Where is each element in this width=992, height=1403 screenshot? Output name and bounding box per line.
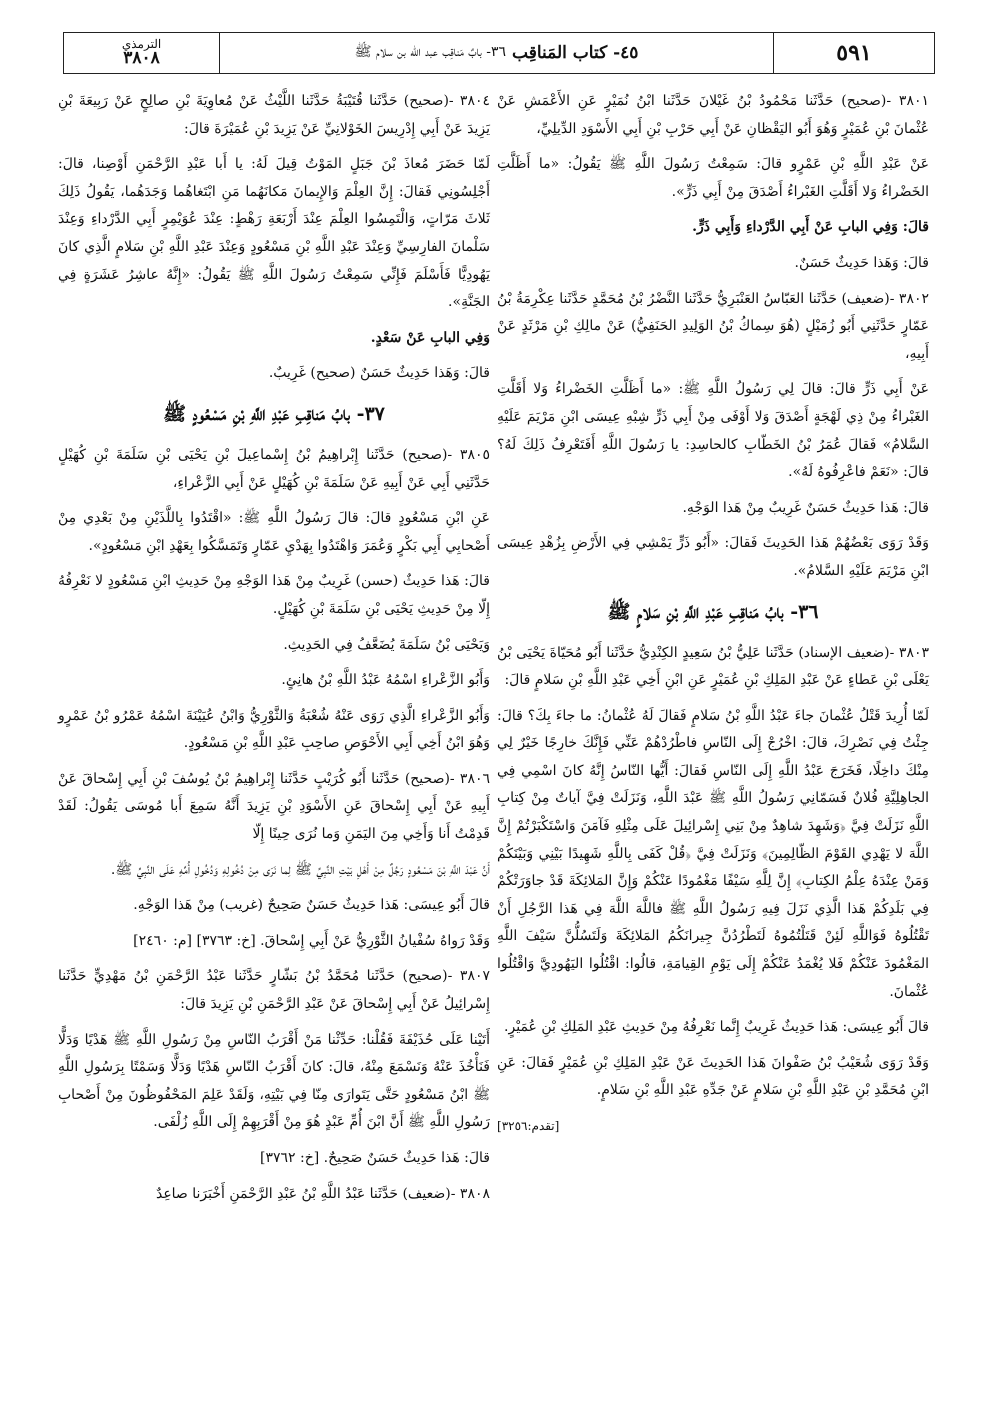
header-book: ٤٥- كتاب المَناقِب — [512, 43, 639, 63]
hadith-3804-bab-note: وَفِي البابِ عَنْ سَعْدٍ. — [370, 329, 490, 346]
hadith-3801-bab-note: قالَ: وَفِي البابِ عَنْ أَبِي الدَّرْداءِ وَأَبِي ذَرٍّ. — [692, 219, 929, 236]
hadith-3806-matn: أَنَّ عَبْدَ اللَّهِ بْنَ مَسْعُودٍ رَجُلٌ مِنْ أَهْلِ بَيْتِ النَّبِيِّ ﷺ لِما نَرَى مِنْ دُخُولِهِ وَدُخُولِ أُمِّهِ عَلَى النَّبِيِّ ﷺ. — [110, 861, 490, 878]
hadith-3805-grade: قالَ: هَذا حَدِيثٌ (حسن) غَرِيبٌ مِنْ هَذا الوَجْهِ مِنْ حَدِيثِ ابْنِ مَسْعُودٍ لا نَعْرِفُهُ إِلّا مِنْ حَدِيثِ يَحْيَى بْنِ سَلَمَةَ بْنِ كُهَيْلٍ. — [58, 573, 491, 617]
hadith-3803-isnad: ٣٨٠٣ -(ضعيف الإسناد) حَدَّثَنا عَلِيُّ بْنُ سَعِيدٍ الكِنْدِيُّ حَدَّثَنا أَبُو مُحَيّاةَ يَحْيَى بْنُ يَعْلَى بْنِ عَطاءٍ عَنْ عَبْدِ المَلِكِ بْنِ عُمَيْرٍ عَنِ ابْنِ أَخِي عَبْدِ اللَّهِ بْنِ سَلامٍ قالَ: — [497, 644, 929, 689]
hadith-3803-note: وَقَدْ رَوَى شُعَيْبُ بْنُ صَفْوانَ هَذا الحَدِيثَ عَنْ عَبْدِ المَلِكِ بْنِ عُمَيْرٍ فَقالَ: عَنِ ابْنِ مُحَمَّدِ بْنِ عَبْدِ اللَّهِ بْنِ سَلامٍ عَنْ جَدِّهِ عَبْدِ اللَّهِ بْنِ سَلامٍ. — [497, 1054, 929, 1099]
cross-reference: [تقدم:٣٢٥٦] — [497, 1119, 560, 1133]
hadith-3804-grade: قالَ: وَهَذا حَدِيثٌ حَسَنٌ (صحيح) غَرِيبٌ. — [268, 365, 490, 382]
header-ref-range: ٣٨٠٨ — [123, 48, 160, 69]
hadith-3802-isnad: ٣٨٠٢ -(ضعيف) حَدَّثَنا العَبّاسُ العَنْبَرِيُّ حَدَّثَنا النَّضْرُ بْنُ مُحَمَّدٍ حَدَّثَنا عِكْرِمَةُ بْنُ عَمّارٍ حَدَّثَنِي أَبُو زُمَيْلٍ (هُوَ سِماكُ بْنُ الوَلِيدِ الحَنَفِيُّ) عَنْ مالِكِ بْنِ مَرْثَدٍ عَنْ أَبِيهِ، — [497, 290, 929, 362]
hadith-3801-isnad: ٣٨٠١ -(صحيح) حَدَّثَنا مَحْمُودُ بْنُ غَيْلانَ حَدَّثَنا ابْنُ نُمَيْرٍ عَنِ الأَعْمَشِ عَنْ عُثْمانَ بْنِ عُمَيْرٍ وَهُوَ أَبُو اليَقْظانِ عَنْ أَبِي حَرْبِ بْنِ أَبِي الأَسْوَدِ الدِّيلِيِّ، — [497, 93, 929, 137]
hadith-3803-grade: قالَ أَبُو عِيسَى: هَذا حَدِيثٌ غَرِيبٌ إِنَّما نَعْرِفُهُ مِنْ حَدِيثِ عَبْدِ المَلِكِ بْنِ عُمَيْرٍ. — [504, 1019, 929, 1036]
hadith-3805-matn: عَنِ ابْنِ مَسْعُودٍ قالَ: قالَ رَسُولُ اللَّهِ ﷺ: «اقْتَدُوا بِاللَّذَيْنِ مِنْ بَعْدِي مِنْ أَصْحابِي أَبِي بَكْرٍ وَعُمَرَ وَاهْتَدُوا بِهَدْيِ عَمّارٍ وَتَمَسَّكُوا بِعَهْدِ ابْنِ مَسْعُودٍ». — [58, 510, 490, 554]
hadith-3808-isnad: ٣٨٠٨ -(ضعيف) حَدَّثَنا عَبْدُ اللَّهِ بْنُ عَبْدِ الرَّحْمَنِ أَخْبَرَنا صاعِدٌ — [155, 1185, 490, 1202]
hadith-3807-isnad: ٣٨٠٧ -(صحيح) حَدَّثَنا مُحَمَّدُ بْنُ بَشّارٍ حَدَّثَنا عَبْدُ الرَّحْمَنِ بْنُ مَهْدِيٍّ حَدَّثَنا إِسْرائِيلُ عَنْ أَبِي إِسْحاقَ عَنْ عَبْدِ الرَّحْمَنِ بْنِ يَزِيدَ قالَ: — [58, 968, 490, 1013]
page-header — [63, 32, 935, 74]
hadith-3801-grade: قالَ: وَهَذا حَدِيثٌ حَسَنٌ. — [794, 254, 929, 271]
hadith-3804-isnad: ٣٨٠٤ -(صحيح) حَدَّثَنا قُتَيْبَةُ حَدَّثَنا اللَّيْثُ عَنْ مُعاوِيَةَ بْنِ صالِحٍ عَنْ رَبِيعَةَ بْنِ يَزِيدَ عَنْ أَبِي إِدْرِيسَ الخَوْلانِيِّ عَنْ يَزِيدَ بْنِ عُمَيْرَةَ قالَ: — [58, 93, 490, 137]
hadith-3804-matn: لَمّا حَضَرَ مُعاذَ بْنَ جَبَلٍ المَوْتُ قِيلَ لَهُ: يا أَبا عَبْدِ الرَّحْمَنِ أَوْصِنا، قالَ: أَجْلِسُونِي فَقالَ: إِنَّ العِلْمَ وَالإِيمانَ مَكانَهُما مَنِ ابْتَغاهُما وَجَدَهُما، يَقُولُ ذَلِكَ ثَلاثَ مَرّاتٍ، وَالْتَمِسُوا العِلْمَ عِنْدَ أَرْبَعَةِ رَهْطٍ: عِنْدَ عُوَيْمِرٍ أَبِي الدَّرْداءِ وَعِنْدَ سَلْمانَ الفارِسِيِّ وَعِنْدَ عَبْدِ اللَّهِ بْنِ مَسْعُودٍ وَعِنْدَ عَبْدِ اللَّهِ بْنِ سَلامٍ الَّذِي كانَ يَهُودِيًّا فَأَسْلَمَ فَإِنِّي سَمِعْتُ رَسُولَ اللَّهِ ﷺ يَقُولُ: «إِنَّهُ عاشِرُ عَشَرَةٍ فِي الجَنَّةِ». — [58, 156, 491, 311]
hadith-3806-note: وَقَدْ رَواهُ سُفْيانُ الثَّوْرِيُّ عَنْ أَبِي إِسْحاقَ. [خ: ٣٧٦٣] [م: ٢٤٦٠] — [133, 932, 490, 949]
hadith-3806-isnad: ٣٨٠٦ -(صحيح) حَدَّثَنا أَبُو كُرَيْبٍ حَدَّثَنا إِبْراهِيمُ بْنُ يُوسُفَ بْنِ أَبِي إِسْحاقَ عَنْ أَبِيهِ عَنْ أَبِي إِسْحاقَ عَنِ الأَسْوَدِ بْنِ يَزِيدَ أَنَّهُ سَمِعَ أَبا مُوسَى يَقُولُ: لَقَدْ قَدِمْتُ أَنا وَأَخِي مِنَ اليَمَنِ وَما نُرَى حِينًا إِلّا — [58, 770, 490, 843]
chapter-heading-37: ٣٧- بابُ مَناقِبِ عَبْدِ اللَّهِ بْنِ مَسْعُودٍ ﷺ — [163, 402, 385, 425]
hadith-3806-grade: قالَ أَبُو عِيسَى: هَذا حَدِيثٌ حَسَنٌ صَحِيحٌ (غريب) مِنْ هَذا الوَجْهِ. — [133, 897, 490, 914]
hadith-3801-matn: عَنْ عَبْدِ اللَّهِ بْنِ عَمْرٍو قالَ: سَمِعْتُ رَسُولَ اللَّهِ ﷺ يَقُولُ: «ما أَظَلَّتِ الخَضْراءُ وَلا أَقَلَّتِ الغَبْراءُ أَصْدَقَ مِنْ أَبِي ذَرٍّ». — [497, 156, 929, 200]
header-chapter: ٣٦- بابٌ مَناقِب عبد الله بن سلام ﷺ — [354, 44, 506, 60]
header-reference-box — [64, 33, 220, 73]
hadith-3802-note: وَقَدْ رَوَى بَعْضُهُمْ هَذا الحَدِيثَ فَقالَ: «أَبُو ذَرٍّ يَمْشِي فِي الأَرْضِ بِزُهْدِ عِيسَى ابْنِ مَرْيَمَ عَلَيْهِ السَّلامُ». — [497, 535, 929, 579]
right-column — [497, 88, 929, 1141]
hadith-3805-note-3: وَأَبُو الزَّعْراءِ الَّذِي رَوَى عَنْهُ شُعْبَةُ وَالثَّوْرِيُّ وَابْنُ عُيَيْنَةَ اسْمُهُ عَمْرُو بْنُ عَمْرٍو وَهُوَ ابْنُ أَخِي أَبِي الأَحْوَصِ صاحِبِ عَبْدِ اللَّهِ بْنِ مَسْعُودٍ. — [58, 707, 490, 752]
chapter-heading-36: ٣٦- بابُ مَناقِبِ عَبْدِ اللَّهِ بْنِ سَلامٍ ﷺ — [607, 600, 819, 623]
hadith-3805-isnad: ٣٨٠٥ -(صحيح) حَدَّثَنا إِبْراهِيمُ بْنُ إِسْماعِيلَ بْنِ يَحْيَى بْنِ سَلَمَةَ بْنِ كُهَيْلٍ حَدَّثَنِي أَبِي عَنْ أَبِيهِ عَنْ سَلَمَةَ بْنِ كُهَيْلٍ عَنْ أَبِي الزَّعْراءِ، — [58, 446, 490, 491]
left-column — [58, 88, 490, 1216]
hadith-3807-matn: أَتَيْنا عَلَى حُذَيْفَةَ فَقُلْنا: حَدِّثْنا مَنْ أَقْرَبُ النّاسِ مِنْ رَسُولِ اللَّهِ ﷺ هَدْيًا وَدَلًّا فَنَأْخُذَ عَنْهُ وَنَسْمَعَ مِنْهُ، قالَ: كانَ أَقْرَبُ النّاسِ هَدْيًا وَدَلًّا وَسَمْتًا بِرَسُولِ اللَّهِ ﷺ ابْنُ مَسْعُودٍ حَتَّى يَتَوارَى مِنّا فِي بَيْتِهِ، وَلَقَدْ عَلِمَ المَحْفُوظُونَ مِنْ أَصْحابِ رَسُولِ اللَّهِ ﷺ أَنَّ ابْنَ أُمِّ عَبْدٍ هُوَ مِنْ أَقْرَبِهِمْ إِلَى اللَّهِ زُلْفَى. — [58, 1031, 490, 1131]
hadith-3802-matn: عَنْ أَبِي ذَرٍّ قالَ: قالَ لِي رَسُولُ اللَّهِ ﷺ: «ما أَظَلَّتِ الخَضْراءُ وَلا أَقَلَّتِ الغَبْراءُ مِنْ ذِي لَهْجَةٍ أَصْدَقَ وَلا أَوْفَى مِنْ أَبِي ذَرٍّ شِبْهِ عِيسَى ابْنِ مَرْيَمَ عَلَيْهِ السَّلامُ» فَقالَ عُمَرُ بْنُ الخَطّابِ كالحاسِدِ: يا رَسُولَ اللَّهِ أَفَتَعْرِفُ ذَلِكَ لَهُ؟ قالَ: «نَعَمْ فاعْرِفُوهُ لَهُ». — [497, 381, 929, 481]
hadith-3807-grade: قالَ: هَذا حَدِيثٌ حَسَنٌ صَحِيحٌ. [خ: ٣٧٦٢] — [259, 1150, 490, 1166]
hadith-3805-note-2: وَأَبُو الزَّعْراءِ اسْمُهُ عَبْدُ اللَّهِ بْنُ هانِئٍ. — [281, 672, 490, 689]
header-title — [220, 33, 774, 73]
hadith-3803-matn: لَمّا أُرِيدَ قَتْلُ عُثْمانَ جاءَ عَبْدُ اللَّهِ بْنُ سَلامٍ فَقالَ لَهُ عُثْمانُ: ما جاءَ بِكَ؟ قالَ: جِئْتُ فِي نَصْرِكَ، قالَ: اخْرُجْ إِلَى النّاسِ فاطْرُدْهُمْ عَنِّي فَإِنَّكَ خارِجًا خَيْرٌ لِي مِنْكَ داخِلًا، فَخَرَجَ عَبْدُ اللَّهِ إِلَى النّاسِ فَقالَ: أَيُّها النّاسُ إِنَّهُ كانَ اسْمِي فِي الجاهِلِيَّةِ فُلانٌ فَسَمّانِي رَسُولُ اللَّهِ ﷺ عَبْدَ اللَّهِ، وَنَزَلَتْ فِيَّ آياتٌ مِنْ كِتابِ اللَّهِ نَزَلَتْ فِيَّ ﴿وَشَهِدَ شاهِدٌ مِنْ بَنِي إِسْرائِيلَ عَلَى مِثْلِهِ فَآمَنَ وَاسْتَكْبَرْتُمْ إِنَّ اللَّهَ لا يَهْدِي القَوْمَ الظّالِمِينَ﴾ وَنَزَلَتْ فِيَّ ﴿قُلْ كَفَى بِاللَّهِ شَهِيدًا بَيْنِي وَبَيْنَكُمْ وَمَنْ عِنْدَهُ عِلْمُ الكِتابِ﴾ إِنَّ لِلَّهِ سَيْفًا مَغْمُودًا عَنْكُمْ وَإِنَّ المَلائِكَةَ قَدْ جاوَرَتْكُمْ فِي بَلَدِكُمْ هَذا الَّذِي نَزَلَ فِيهِ رَسُولُ اللَّهِ ﷺ فاللَّهَ اللَّهَ فِي هَذا الرَّجُلِ أَنْ تَقْتُلُوهُ فَوَاللَّهِ لَئِنْ قَتَلْتُمُوهُ لَتَطْرُدُنَّ جِيرانَكُمُ المَلائِكَةَ وَلَتَسُلُّنَّ سَيْفَ اللَّهِ المَغْمُودَ عَنْكُمْ فَلا يُغْمَدُ عَنْكُمْ إِلَى يَوْمِ القِيامَةِ، قالُوا: اقْتُلُوا اليَهُودِيَّ وَاقْتُلُوا عُثْمانَ. — [497, 707, 929, 1000]
hadith-3802-grade: قالَ: هَذا حَدِيثٌ حَسَنٌ غَرِيبٌ مِنْ هَذا الوَجْهِ. — [682, 499, 929, 516]
page-number: ٥٩١ — [836, 40, 872, 66]
hadith-3805-note-1: وَيَحْيَى بْنُ سَلَمَةَ يُضَعَّفُ فِي الحَدِيثِ. — [283, 636, 490, 653]
header-ref-label: الترمذي — [121, 36, 162, 51]
